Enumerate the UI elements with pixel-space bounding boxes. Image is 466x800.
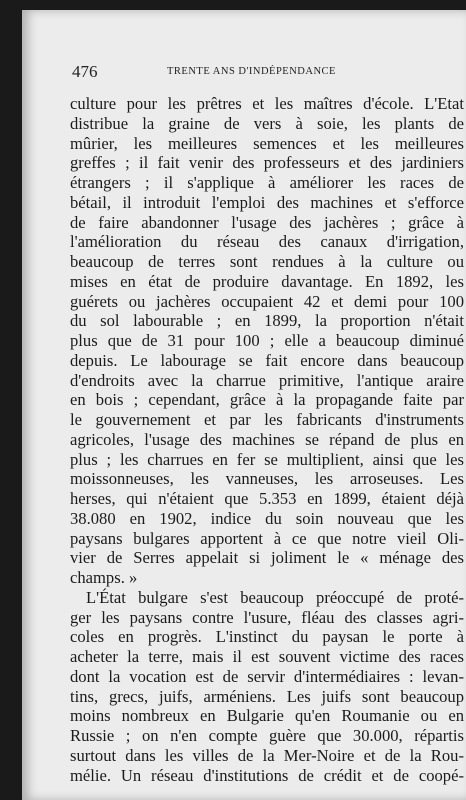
text-line: L'État bulgare s'est beaucoup préoccupé de proté- <box>86 587 464 607</box>
page-header <box>72 62 462 84</box>
text-line: agricoles, l'usage des machines se répand de plus en <box>70 429 464 449</box>
text-line: vier de Serres appelait si joliment le « ménage des <box>70 548 464 568</box>
page-number: 476 <box>72 62 98 81</box>
text-line: l'amélioration du réseau des canaux d'irrigation, <box>70 232 464 252</box>
text-line: mélie. Un réseau d'institutions de crédit et de coopé- <box>70 765 464 785</box>
text-line: acheter la terre, mais il est souvent victime des races <box>70 647 464 666</box>
book-page <box>22 10 466 800</box>
text-line: de faire abandonner l'usage des jachères ; grâce à <box>70 212 464 232</box>
text-line: dont la vocation est de servir d'intermédiaires : levan- <box>70 666 464 686</box>
text-line: bétail, il introduit l'emploi des machines et s'efforce <box>70 192 464 212</box>
text-line: mises en état de produire davantage. En 1892, les <box>70 271 464 291</box>
text-line: Russie ; on n'en compte guère que 30.000, répartis <box>70 726 464 745</box>
text-line: distribue la graine de vers à soie, les plants de <box>70 113 464 133</box>
text-line: paysans bulgares apportent à ce que notre vieil Oli- <box>70 528 464 548</box>
text-line: moissonneuses, les vanneuses, les arroseuses. Les <box>70 469 464 489</box>
body-text <box>70 94 464 785</box>
text-line: d'endroits avec la charrue primitive, l'antique araire <box>70 370 464 390</box>
running-title: TRENTE ANS D'INDÉPENDANCE <box>167 66 336 77</box>
text-line: greffes ; il fait venir des professeurs et des jardiniers <box>70 153 464 173</box>
text-line: moins nombreux en Bulgarie qu'en Roumanie ou en <box>70 706 464 726</box>
text-line: 38.080 en 1902, indice du soin nouveau que les <box>70 508 464 528</box>
text-line: herses, qui n'étaient que 5.353 en 1899, étaient déjà <box>70 489 464 508</box>
text-line: plus ; les charrues en fer se multiplient, ainsi que les <box>70 449 464 469</box>
text-line: mûrier, les meilleures semences et les meilleures <box>70 133 464 153</box>
text-line: étrangers ; il s'applique à améliorer les races de <box>70 173 464 192</box>
text-line: en bois ; cependant, grâce à la propagande faite par <box>70 390 464 410</box>
text-line: champs. » <box>70 568 138 587</box>
text-line: ger les paysans contre l'usure, fléau des classes agri- <box>70 607 464 627</box>
text-line: plus que de 31 pour 100 ; elle a beaucoup diminué <box>70 331 464 350</box>
text-line: du sol labourable ; en 1899, la proportion n'était <box>70 311 464 331</box>
text-line: beaucoup de terres sont rendues à la culture ou <box>70 252 464 271</box>
text-line: guérets ou jachères occupaient 42 et demi pour 100 <box>70 291 464 311</box>
text-line: le gouvernement et par les fabricants d'instruments <box>70 410 464 429</box>
text-line: culture pour les prêtres et les maîtres d'école. L'Etat <box>70 94 464 113</box>
text-line: tins, grecs, juifs, arméniens. Les juifs sont beaucoup <box>70 686 464 706</box>
text-line: coles en progrès. L'instinct du paysan le porte à <box>70 627 464 647</box>
text-line: surtout dans les villes de la Mer-Noire et de la Rou- <box>70 745 464 765</box>
text-line: depuis. Le labourage se fait encore dans beaucoup <box>70 350 464 370</box>
